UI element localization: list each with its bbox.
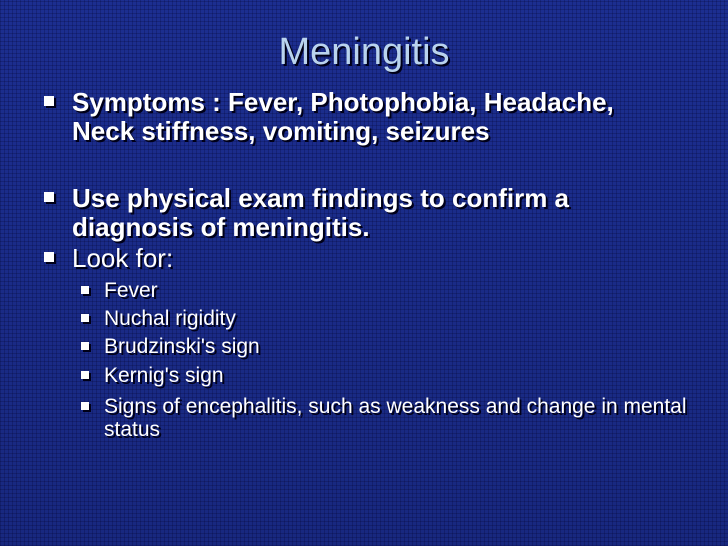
sub-bullet-kernig-sign: Kernig's sign [104,364,224,387]
square-sub-bullet-icon [81,402,89,410]
slide-title: Meningitis [278,31,450,73]
sub-bullet-brudzinski-sign: Brudzinski's sign [104,335,260,358]
sub-bullet-fever: Fever [104,279,158,302]
sub-bullet-encephalitis-signs: Signs of encephalitis, such as weakness and change in mental status [104,395,687,441]
square-bullet-icon [44,192,54,202]
square-sub-bullet-icon [81,371,89,379]
square-bullet-icon [44,252,54,262]
bullet-look-for: Look for: [72,243,174,273]
sub-bullet-nuchal-rigidity: Nuchal rigidity [104,307,236,330]
square-bullet-icon [44,96,54,106]
bullet-symptoms: Symptoms : Fever, Photophobia, Headache, Neck stiffness, vomiting, seizures [72,87,614,146]
bullet-physical-exam: Use physical exam findings to confirm a diagnosis of meningitis. [72,183,570,242]
square-sub-bullet-icon [81,342,89,350]
square-sub-bullet-icon [81,314,89,322]
square-sub-bullet-icon [81,286,89,294]
